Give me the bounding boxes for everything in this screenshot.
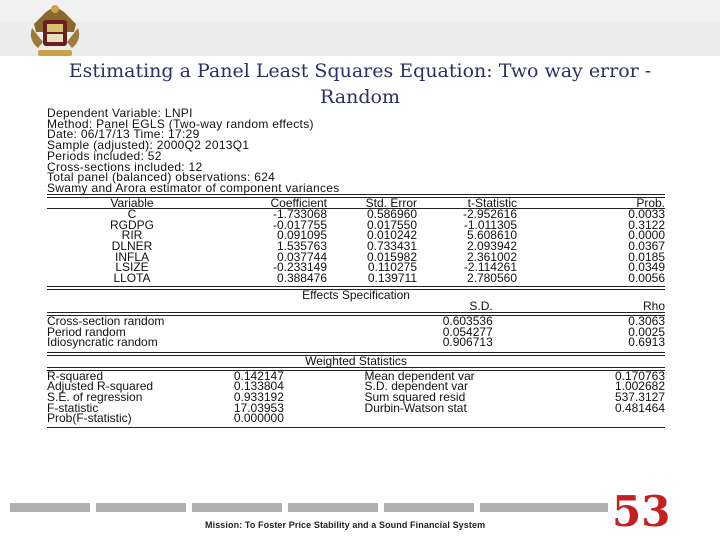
slide-title: Estimating a Panel Least Squares Equation: Two way error - Random	[68, 60, 652, 108]
footer-bar-segment	[96, 503, 186, 512]
table-row	[47, 392, 665, 403]
header-line: Method: Panel EGLS (Two-way random effects)	[47, 116, 314, 131]
table-cell: 0.0185	[628, 249, 665, 264]
table-cell: 0.0056	[628, 270, 665, 285]
table-cell: 0.000000	[233, 411, 284, 426]
table-cell: 0.906713	[442, 335, 493, 350]
effects-sd-header: S.D.	[469, 299, 493, 314]
table-cell: -2.952616	[462, 207, 517, 222]
footer-bar	[10, 503, 610, 512]
footer-bar-segment	[10, 503, 90, 512]
table-cell: Mean dependent var	[364, 368, 475, 383]
table-cell: Prob(F-statistic)	[47, 411, 132, 426]
table-cell: 0.0367	[628, 239, 665, 253]
table-cell: Period random	[47, 324, 126, 339]
table-cell: Cross-section random	[47, 313, 165, 328]
effects-rho-header: Rho	[642, 299, 665, 314]
table-cell: LSIZE	[115, 260, 149, 275]
output-header	[47, 108, 665, 194]
table-cell: 0.933192	[233, 389, 284, 404]
table-cell: 0.733431	[366, 239, 417, 253]
footer-bar-segment	[288, 503, 378, 512]
table-cell: 0.010242	[366, 228, 417, 243]
header-line: Date: 06/17/13 Time: 17:29	[47, 127, 200, 142]
table-cell: 1.535763	[276, 239, 327, 253]
header-line: Periods included: 52	[47, 148, 162, 163]
table-cell: 0.037744	[276, 249, 327, 264]
column-header: Coefficient	[270, 195, 327, 210]
table-cell: 1.002682	[614, 379, 665, 394]
footer-bar-segment	[384, 503, 474, 512]
table-cell: 0.0025	[628, 324, 665, 339]
column-header: Std. Error	[365, 195, 417, 210]
table-cell: 0.139711	[367, 270, 417, 285]
divider	[47, 427, 665, 428]
coefficient-table-header	[47, 198, 665, 209]
table-row	[47, 337, 665, 348]
effects-table-body	[47, 313, 665, 350]
table-cell: -1.733068	[272, 207, 327, 222]
spacer-cell	[284, 392, 365, 403]
mission-statement: Mission: To Foster Price Stability and a Sound Financial System	[205, 520, 486, 530]
table-cell: -1.011305	[463, 217, 517, 232]
table-cell: R-squared	[47, 368, 104, 383]
table-cell: 0.586960	[366, 207, 417, 222]
effects-spec-title: Effects Specification	[302, 288, 410, 303]
table-cell: 0.3063	[628, 313, 665, 328]
header-line: Cross-sections included: 12	[47, 159, 203, 174]
table-cell: LLOTA	[113, 270, 151, 285]
table-cell: 0.388476	[276, 270, 327, 285]
table-cell: 0.133804	[233, 379, 284, 394]
table-cell: DLNER	[111, 239, 153, 253]
table-cell: 17.03953	[233, 400, 284, 415]
table-cell: 0.0033	[628, 207, 665, 222]
table-cell: F-statistic	[47, 400, 99, 415]
table-cell: S.E. of regression	[47, 389, 143, 404]
footer-bar-segment	[480, 503, 608, 512]
table-cell: Idiosyncratic random	[47, 335, 158, 350]
table-cell: 0.0000	[628, 228, 665, 243]
table-cell: 0.481464	[614, 400, 665, 415]
bank-crest-icon	[26, 2, 84, 60]
table-cell: 0.3122	[628, 217, 665, 232]
table-cell	[365, 413, 516, 424]
header-line: Dependent Variable: LNPI	[47, 106, 193, 120]
table-cell: 0.170763	[614, 368, 665, 383]
table-cell	[516, 413, 665, 424]
table-cell: 2.780560	[466, 270, 517, 285]
table-cell: RIR	[121, 228, 143, 243]
table-row	[47, 403, 665, 414]
footer-bar-segment	[192, 503, 282, 512]
table-cell: 0.110275	[367, 260, 417, 275]
table-cell: S.D. dependent var	[364, 379, 468, 394]
table-cell: 2.093942	[466, 239, 517, 253]
spacer-cell	[284, 413, 365, 424]
header-line: Swamy and Arora estimator of component variances	[47, 180, 340, 195]
spacer-cell	[284, 381, 365, 392]
table-cell: INFLA	[114, 249, 149, 264]
header-line: Total panel (balanced) observations: 624	[47, 170, 276, 185]
spacer-cell	[284, 403, 365, 414]
spacer-cell	[284, 371, 365, 382]
table-cell: 0.603536	[442, 313, 493, 328]
column-header: Variable	[110, 195, 154, 210]
table-cell: 0.017550	[366, 217, 417, 232]
weighted-stats-table	[47, 368, 665, 426]
coefficient-table-body	[47, 209, 665, 283]
table-cell: 0.091095	[276, 228, 327, 243]
column-header: t-Statistic	[467, 195, 517, 210]
table-cell: Adjusted R-squared	[47, 379, 154, 394]
table-cell: Durbin-Watson stat	[364, 400, 467, 415]
table-cell: 0.015982	[366, 249, 417, 264]
top-banner-band	[0, 22, 720, 56]
table-row	[47, 413, 665, 424]
weighted-stats-title: Weighted Statistics	[305, 353, 407, 368]
table-cell: 537.3127	[614, 389, 665, 404]
table-cell: RGDPG	[109, 217, 154, 232]
table-cell: 5.608610	[466, 228, 517, 243]
page-number: 53	[612, 487, 671, 536]
table-cell: 2.361002	[466, 249, 517, 264]
table-cell: 0.6913	[628, 335, 665, 350]
table-cell: Sum squared resid	[364, 389, 466, 404]
table-cell: C	[127, 207, 137, 222]
top-banner	[0, 0, 720, 56]
table-row	[47, 273, 665, 284]
effects-table-header	[47, 301, 665, 312]
table-cell: -0.233149	[272, 260, 327, 275]
eviews-output	[47, 106, 665, 426]
column-header: Prob.	[636, 195, 665, 210]
table-cell: -0.017755	[272, 217, 327, 232]
table-cell: 0.054277	[442, 324, 493, 339]
coefficient-table	[47, 195, 665, 210]
table-cell: 0.0349	[628, 260, 665, 275]
table-cell: 0.142147	[233, 368, 284, 383]
table-cell: -2.114261	[463, 260, 517, 275]
table-row	[47, 316, 665, 327]
header-line: Sample (adjusted): 2000Q2 2013Q1	[47, 138, 250, 153]
